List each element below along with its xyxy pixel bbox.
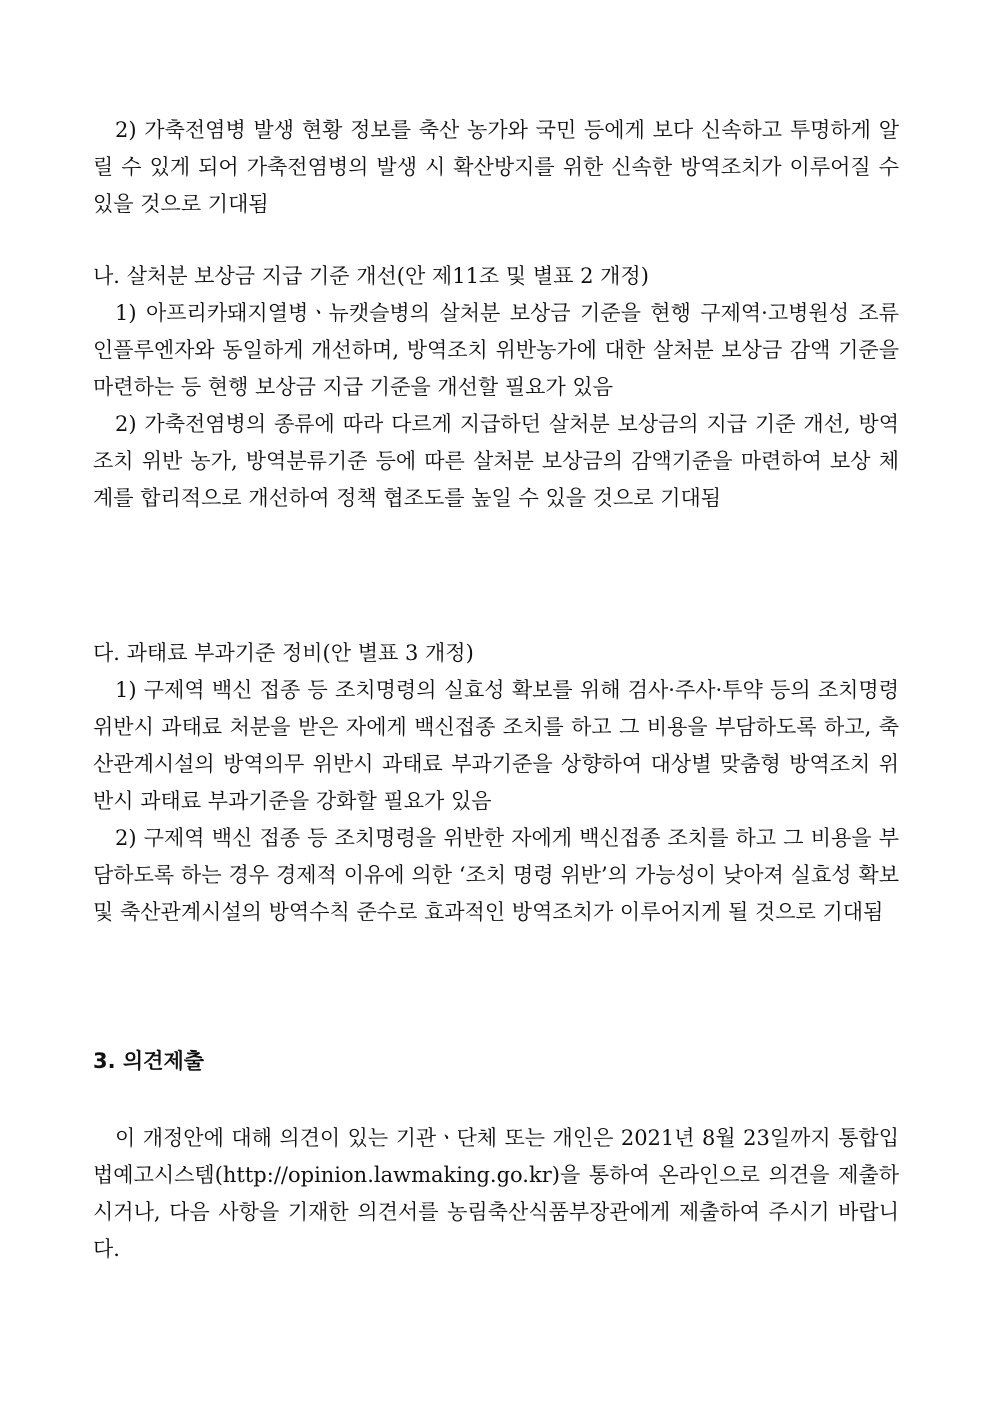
- intro-item-2: 2) 가축전염병 발생 현황 정보를 축산 농가와 국민 등에게 보다 신속하고 투명하게 알릴 수 있게 되어 가축전염병의 발생 시 확산방지를 위한 신속한 방역조치가 이루어질 수 있을 것으로 기대됨: [93, 118, 899, 216]
- intro-block: [93, 112, 899, 223]
- section-na-item-1: 1) 아프리카돼지열병ㆍ뉴캣슬병의 살처분 보상금 기준을 현행 구제역·고병원성 조류인플루엔자와 동일하게 개선하며, 방역조치 위반농가에 대한 살처분 보상금 감액 기준을 마련하는 등 현행 보상금 지급 기준을 개선할 필요가 있음: [93, 301, 899, 399]
- section-na: [93, 258, 899, 517]
- section-da-item-1: 1) 구제역 백신 접종 등 조치명령의 실효성 확보를 위해 검사·주사·투약 등의 조치명령 위반시 과태료 처분을 받은 자에게 백신접종 조치를 하고 그 비용을 부담하도록 하고, 축산관계시설의 방역의무 위반시 과태료 부과기준을 상향하여 대상별 맞춤형 방역조치 위반시 과태료 부과기준을 강화할 필요가 있음: [93, 678, 899, 813]
- section-na-heading: 나. 살처분 보상금 지급 기준 개선(안 제11조 및 별표 2 개정): [93, 264, 649, 288]
- section-da: [93, 635, 899, 931]
- section-da-heading: 다. 과태료 부과기준 정비(안 별표 3 개정): [93, 641, 474, 665]
- section-3-body-block: [93, 1120, 899, 1268]
- section-na-item-2: 2) 가축전염병의 종류에 따라 다르게 지급하던 살처분 보상금의 지급 기준 개선, 방역조치 위반 농가, 방역분류기준 등에 따른 살처분 보상금의 감액기준을 마련하여 보상 체계를 합리적으로 개선하여 정책 협조도를 높일 수 있을 것으로 기대됨: [93, 412, 899, 510]
- section-3-body: 이 개정안에 대해 의견이 있는 기관ㆍ단체 또는 개인은 2021년 8월 23일까지 통합입법예고시스템(http://opinion.lawmaking.go.kr)을 통하여 온라인으로 의견을 제출하시거나, 다음 사항을 기재한 의견서를 농림축산식품부장관에게 제출하여 주시기 바랍니다.: [93, 1126, 899, 1261]
- section-da-item-2: 2) 구제역 백신 접종 등 조치명령을 위반한 자에게 백신접종 조치를 하고 그 비용을 부담하도록 하는 경우 경제적 이유에 의한 ‘조치 명령 위반’의 가능성이 낮아져 실효성 확보 및 축산관계시설의 방역수칙 준수로 효과적인 방역조치가 이루어지게 될 것으로 기대됨: [93, 826, 899, 924]
- section-3-heading-block: [93, 1043, 899, 1080]
- section-3-heading: 3. 의견제출: [93, 1049, 205, 1073]
